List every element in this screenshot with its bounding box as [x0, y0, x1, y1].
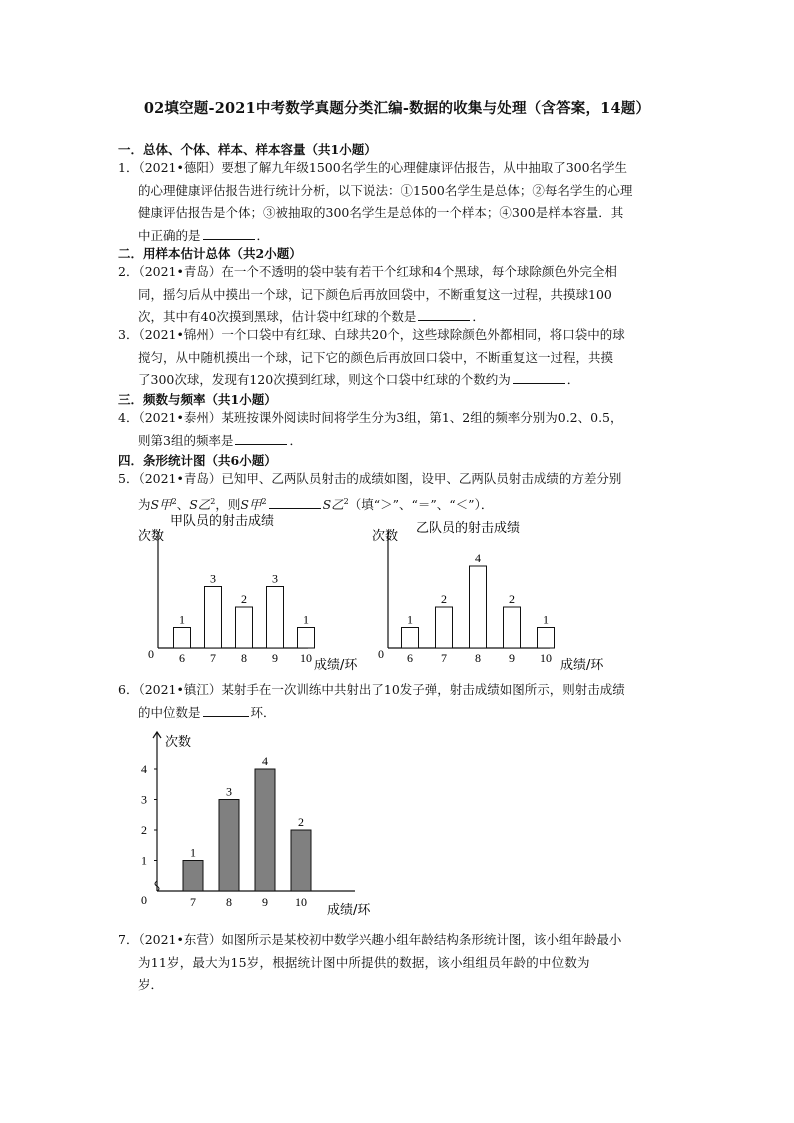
c3-data-label: 1 [190, 845, 196, 860]
q1-tail: ． [256, 227, 270, 243]
c2-chart-title: 乙队员的射击成绩 [416, 521, 521, 536]
chart-yi-shooting [360, 510, 610, 675]
c3-y-tick-label: 1 [141, 853, 147, 868]
c1-data-label: 2 [241, 592, 247, 606]
q6-line-2: 的中位数是 [138, 704, 201, 720]
c2-bar [538, 628, 555, 649]
c2-x-tick-label: 10 [540, 651, 552, 665]
c1-chart-title: 甲队员的射击成绩 [170, 514, 275, 529]
c1-data-label: 1 [303, 612, 309, 627]
q3-line-1: 3．（2021•锦州）一个口袋中有红球、白球共20个，这些球除颜色外都相同，将口袋中的球 [118, 327, 625, 342]
c1-x-tick-label: 9 [272, 651, 278, 665]
c1-bar [174, 628, 191, 649]
c1-x-tick-label: 8 [241, 651, 247, 665]
c3-x-tick-label: 9 [262, 895, 268, 909]
question-2 [118, 261, 678, 329]
c3-bar [255, 769, 275, 891]
s-jia-var-2: S甲 [240, 496, 262, 512]
c2-x-tick-label: 8 [475, 651, 481, 665]
q5-then: ，则 [215, 496, 241, 512]
c2-data-label: 1 [407, 612, 413, 627]
c1-data-label: 3 [272, 571, 278, 586]
c2-data-label: 2 [441, 592, 447, 606]
c2-y-label: 次数 [372, 529, 399, 544]
answer-blank-1[interactable] [203, 225, 255, 240]
question-5: 5．（2021•青岛）已知甲、乙两队员射击的成绩如图，设甲、乙两队员射击成绩的方差分别 为S甲$^2$、S乙$^2$，则S甲$^2$ S乙$^2$（填“＞”、“＝”、“＜”）． [118, 468, 678, 516]
sq-2: 2 [210, 496, 216, 506]
q1-line-3: 健康评估报告是个体；③被抽取的300名学生是总体的一个样本；④300是样本容量．其 [138, 205, 624, 220]
q1-line-1: 1．（2021•德阳）要想了解九年级1500名学生的心理健康评估报告，从中抽取了300名学生 [118, 160, 628, 175]
c1-bar [298, 628, 315, 649]
chart-jia-shooting [130, 510, 380, 675]
question-6 [118, 679, 678, 724]
c2-x-tick-label: 9 [509, 651, 515, 665]
question-7 [118, 929, 678, 997]
c3-x-tick-label: 7 [190, 895, 196, 909]
c3-bar [183, 861, 203, 892]
c2-bar [470, 566, 487, 648]
section-heading-1: 一．总体、个体、样本、样本容量（共1小题） [118, 142, 377, 157]
c1-x-label: 成绩/环 [314, 658, 358, 673]
c3-x-tick-label: 10 [295, 895, 307, 909]
q3-tail: ． [566, 372, 580, 387]
s-yi-var: S乙 [189, 496, 211, 512]
q4-tail: ． [289, 432, 302, 448]
s-yi-var-2: S乙 [322, 496, 344, 512]
q1-line-4: 中正确的是 [138, 227, 201, 243]
sq-1: 2 [171, 496, 177, 506]
q2-line-1: 2．（2021•青岛）在一个不透明的袋中装有若干个红球和4个黑球，每个球除颜色外完全相 [118, 264, 617, 279]
c2-data-label: 4 [475, 551, 481, 565]
q5-line-2: 为 [138, 496, 151, 512]
c1-x-tick-label: 6 [179, 651, 185, 665]
c1-origin-label: 0 [148, 647, 154, 661]
q4-line-2: 则第3组的频率是 [138, 432, 234, 448]
q6-line-1: 6．（2021•镇江）某射手在一次训练中共射出了10发子弹，射击成绩如图所示，则射击成绩 [118, 682, 625, 697]
section-heading-3: 三．频数与频率（共1小题） [118, 392, 277, 407]
c1-data-label: 1 [179, 612, 185, 627]
q4-line-1: 4．（2021•泰州）某班按课外阅读时间将学生分为3组，第1、2组的频率分别为0.2、0.5， [118, 410, 623, 425]
c2-bar [436, 607, 453, 648]
answer-blank-3[interactable] [513, 369, 565, 384]
c2-x-tick-label: 7 [441, 651, 447, 665]
c2-bar [504, 607, 521, 648]
q3-line-2: 搅匀，从中随机摸出一个球，记下它的颜色后再放回口袋中，不断重复这一过程，共摸 [138, 349, 614, 365]
c2-data-label: 2 [509, 592, 515, 606]
question-4 [118, 407, 678, 452]
q2-tail: ． [472, 309, 485, 324]
section-heading-4: 四．条形统计图（共6小题） [118, 453, 277, 468]
c2-origin-label: 0 [378, 647, 384, 661]
chart-shooter-scores [135, 728, 395, 920]
c1-x-tick-label: 7 [210, 651, 216, 665]
c1-bar [205, 587, 222, 649]
c3-data-label: 2 [298, 815, 304, 829]
c3-data-label: 4 [262, 754, 268, 768]
c1-bar [267, 587, 284, 649]
answer-blank-6[interactable] [203, 702, 249, 717]
q3-line-3: 了300次球，发现有120次摸到红球，则这个口袋中红球的个数约为 [138, 372, 511, 387]
c3-y-tick-label: 4 [141, 762, 147, 776]
section-heading-2: 二．用样本估计总体（共2小题） [118, 246, 302, 261]
q7-line-1: 7．（2021•东营）如图所示是某校初中数学兴趣小组年龄结构条形统计图，该小组年龄最小 [118, 932, 622, 947]
q5-tail: （填“＞”、“＝”、“＜”）． [348, 496, 494, 512]
q1-line-2: 的心理健康评估报告进行统计分析，以下说法：①1500名学生是总体；②每名学生的心理 [138, 182, 633, 198]
question-1 [118, 157, 678, 247]
question-3 [118, 324, 678, 392]
c1-bar [236, 607, 253, 648]
sq-3: 2 [261, 496, 267, 506]
c3-y-tick-label: 2 [141, 823, 147, 837]
c3-bar [219, 800, 239, 892]
c3-y-label: 次数 [165, 735, 192, 750]
answer-blank-2[interactable] [418, 306, 470, 321]
answer-blank-4[interactable] [235, 430, 287, 445]
s-jia-var: S甲 [150, 496, 172, 512]
page-title: 02填空题-2021中考数学真题分类汇编-数据的收集与处理（含答案，14题） [143, 100, 651, 117]
answer-blank-5[interactable] [269, 494, 321, 509]
c1-x-tick-label: 10 [300, 651, 312, 665]
c3-x-label: 成绩/环 [327, 903, 371, 918]
c1-y-label: 次数 [138, 529, 165, 544]
sq-4: 2 [343, 496, 349, 506]
q6-tail: 环． [250, 704, 276, 720]
c3-bar [291, 830, 311, 891]
c2-data-label: 1 [543, 612, 549, 627]
c3-y-tick-label: 3 [141, 792, 147, 807]
q2-line-3: 次，其中有40次摸到黑球，估计袋中红球的个数是 [138, 309, 417, 324]
c1-data-label: 3 [210, 571, 216, 586]
c3-data-label: 3 [226, 784, 232, 799]
q5-line-1: 5．（2021•青岛）已知甲、乙两队员射击的成绩如图，设甲、乙两队员射击成绩的方差分别 [118, 471, 622, 486]
q7-line-3: 岁． [138, 977, 164, 992]
q7-line-2: 为11岁，最大为15岁，根据统计图中所提供的数据，该小组组员年龄的中位数为 [138, 954, 590, 970]
c2-x-tick-label: 6 [407, 651, 413, 665]
c3-x-tick-label: 8 [226, 895, 232, 909]
c2-x-label: 成绩/环 [560, 658, 604, 673]
q2-line-2: 同，摇匀后从中摸出一个球，记下颜色后再放回袋中，不断重复这一过程，共摸球100 [138, 286, 612, 302]
c2-bar [402, 628, 419, 649]
c3-origin-label: 0 [141, 893, 147, 907]
